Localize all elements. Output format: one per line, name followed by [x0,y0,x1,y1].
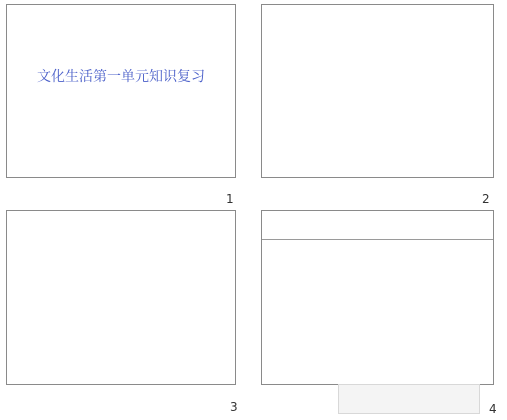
slide-1-title: 文化生活第一单元知识复习 [37,69,205,85]
slide-4-number: 4 [489,402,497,416]
site-watermark [338,384,480,414]
slide-2-number: 2 [482,192,490,206]
slide-1 [6,4,236,178]
slide-3-text-region [13,217,229,378]
slide-2 [261,4,494,178]
slide-4 [261,210,494,385]
slide-4-text-region [268,217,487,378]
slide-2-text-region [268,11,487,171]
slide-1-number: 1 [226,192,234,206]
slide-3 [6,210,236,385]
slide-3-number: 3 [230,400,238,414]
